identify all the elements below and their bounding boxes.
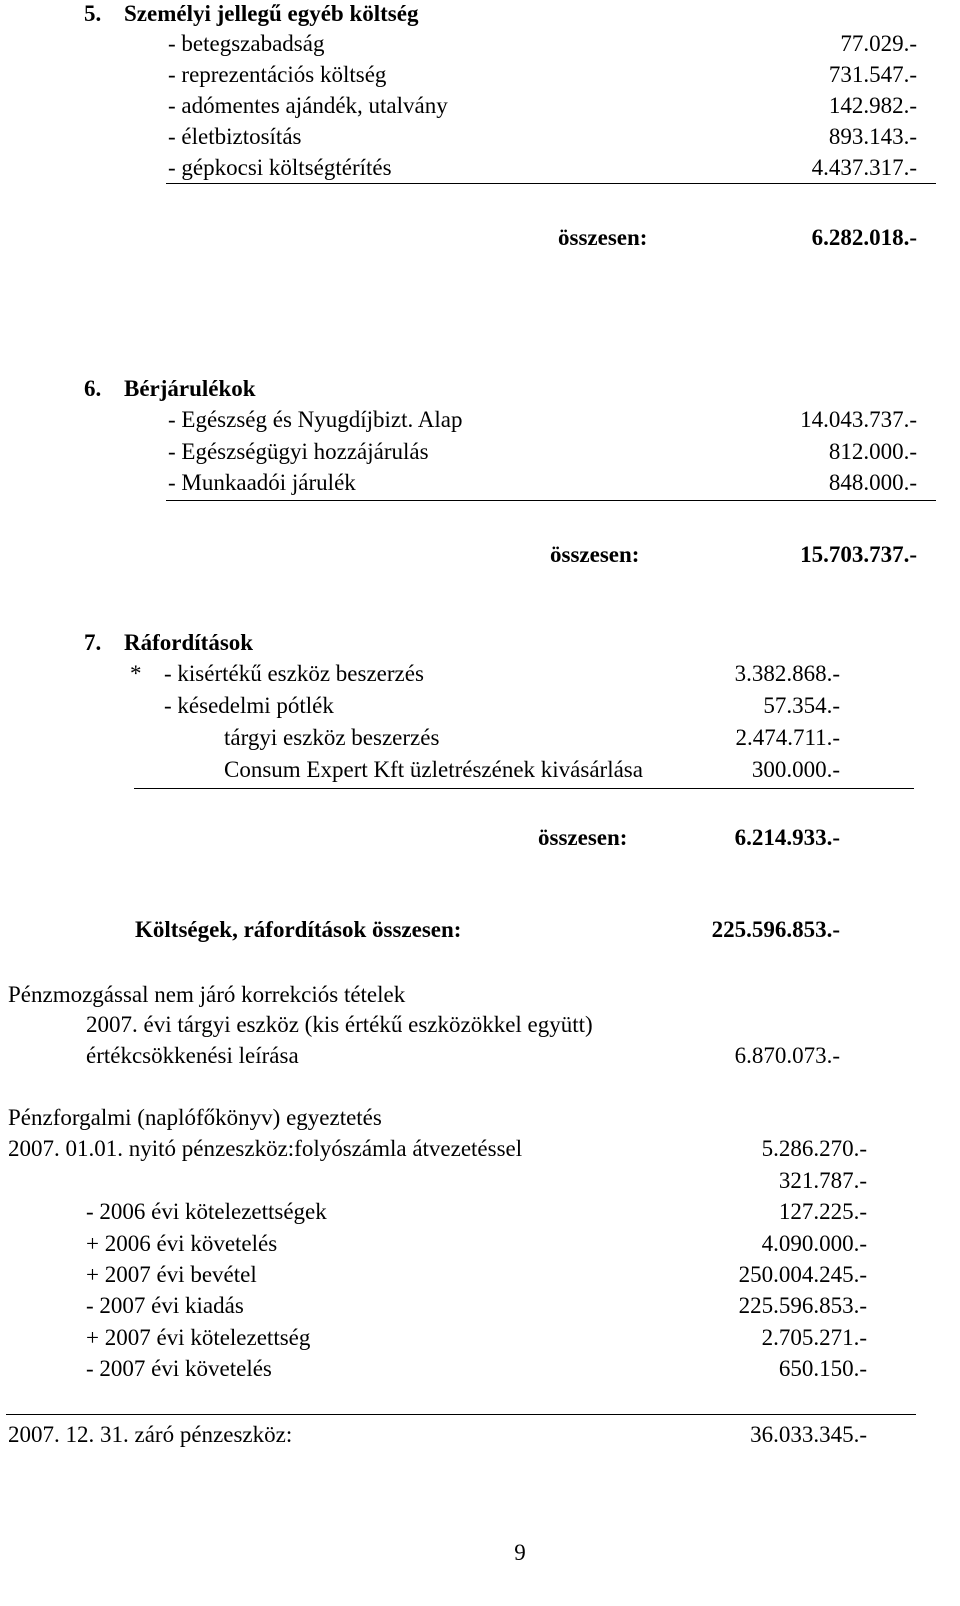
list-item-label: Consum Expert Kft üzletrészének kivásárlása <box>224 757 643 782</box>
cashflow-opening-label: 2007. 01.01. nyitó pénzeszköz:folyószámla átvezetéssel <box>8 1136 523 1161</box>
list-item-value: 4.090.000.- <box>761 1231 867 1256</box>
corrections-line-1: 2007. évi tárgyi eszköz (kis értékű eszközökkel együtt) <box>86 1012 593 1037</box>
section-7-title: Ráfordítások <box>124 630 254 655</box>
corrections-value: 6.870.073.- <box>734 1043 840 1068</box>
section-7-number: 7. <box>84 630 102 655</box>
list-item-value: 2.474.711.- <box>735 725 840 750</box>
list-item-value: 4.437.317.- <box>811 155 917 180</box>
list-item-label: - Egészség és Nyugdíjbizt. Alap <box>168 407 463 432</box>
cashflow-closing-label: 2007. 12. 31. záró pénzeszköz: <box>8 1422 293 1447</box>
section-5-total-value: 6.282.018.- <box>811 225 917 250</box>
asterisk-mark: * <box>130 661 142 686</box>
list-item-label: - Egészségügyi hozzájárulás <box>168 439 429 464</box>
corrections-line-2: értékcsökkenési leírása <box>86 1043 299 1068</box>
divider <box>134 788 914 789</box>
list-item-label: - gépkocsi költségtérítés <box>168 155 392 180</box>
list-item-value: 300.000.- <box>751 757 840 782</box>
list-item-label: - betegszabadság <box>168 31 325 56</box>
list-item-value: 14.043.737.- <box>800 407 917 432</box>
list-item-value: 2.705.271.- <box>761 1325 867 1350</box>
list-item-value: 3.382.868.- <box>734 661 840 686</box>
list-item-value: 812.000.- <box>828 439 917 464</box>
section-6-total-value: 15.703.737.- <box>800 542 917 567</box>
divider <box>166 183 936 184</box>
list-item-label: + 2007 évi bevétel <box>86 1262 257 1287</box>
list-item-label: - 2007 évi kiadás <box>86 1293 244 1318</box>
list-item-value: 650.150.- <box>778 1356 867 1381</box>
list-item-label: - késedelmi pótlék <box>164 693 334 718</box>
cashflow-closing-value: 36.033.345.- <box>750 1422 867 1447</box>
list-item-value: 731.547.- <box>828 62 917 87</box>
list-item-label: + 2006 évi követelés <box>86 1231 278 1256</box>
list-item-label: - életbiztosítás <box>168 124 302 149</box>
list-item-label: - Munkaadói járulék <box>168 470 356 495</box>
section-6-total-label: összesen: <box>550 542 640 567</box>
list-item-value: 127.225.- <box>778 1199 867 1224</box>
section-5-title: Személyi jellegű egyéb költség <box>124 1 419 26</box>
list-item-value: 77.029.- <box>840 31 917 56</box>
list-item-label: - 2006 évi kötelezettségek <box>86 1199 327 1224</box>
list-item-label: tárgyi eszköz beszerzés <box>224 725 440 750</box>
grand-total-value: 225.596.853.- <box>711 917 840 942</box>
list-item-value: 848.000.- <box>828 470 917 495</box>
cashflow-opening-value: 5.286.270.- <box>761 1136 867 1161</box>
corrections-title: Pénzmozgással nem járó korrekciós tételek <box>8 982 406 1007</box>
section-7-total-value: 6.214.933.- <box>734 825 840 850</box>
divider <box>6 1414 916 1415</box>
grand-total-label: Költségek, ráfordítások összesen: <box>135 917 462 942</box>
list-item-value: 225.596.853.- <box>738 1293 867 1318</box>
cashflow-extra-value: 321.787.- <box>778 1168 867 1193</box>
list-item-label: - 2007 évi követelés <box>86 1356 272 1381</box>
list-item-value: 893.143.- <box>828 124 917 149</box>
list-item-label: - reprezentációs költség <box>168 62 387 87</box>
list-item-label: + 2007 évi kötelezettség <box>86 1325 311 1350</box>
list-item-label: - kisértékű eszköz beszerzés <box>164 661 424 686</box>
divider <box>166 500 936 501</box>
list-item-label: - adómentes ajándék, utalvány <box>168 93 448 118</box>
list-item-value: 142.982.- <box>828 93 917 118</box>
section-7-total-label: összesen: <box>538 825 628 850</box>
section-6-number: 6. <box>84 376 102 401</box>
section-6-title: Bérjárulékok <box>124 376 256 401</box>
cashflow-title: Pénzforgalmi (naplófőkönyv) egyeztetés <box>8 1105 382 1130</box>
section-5-total-label: összesen: <box>558 225 648 250</box>
page-number: 9 <box>514 1540 526 1565</box>
list-item-value: 250.004.245.- <box>738 1262 867 1287</box>
list-item-value: 57.354.- <box>763 693 840 718</box>
section-5-number: 5. <box>84 1 102 26</box>
